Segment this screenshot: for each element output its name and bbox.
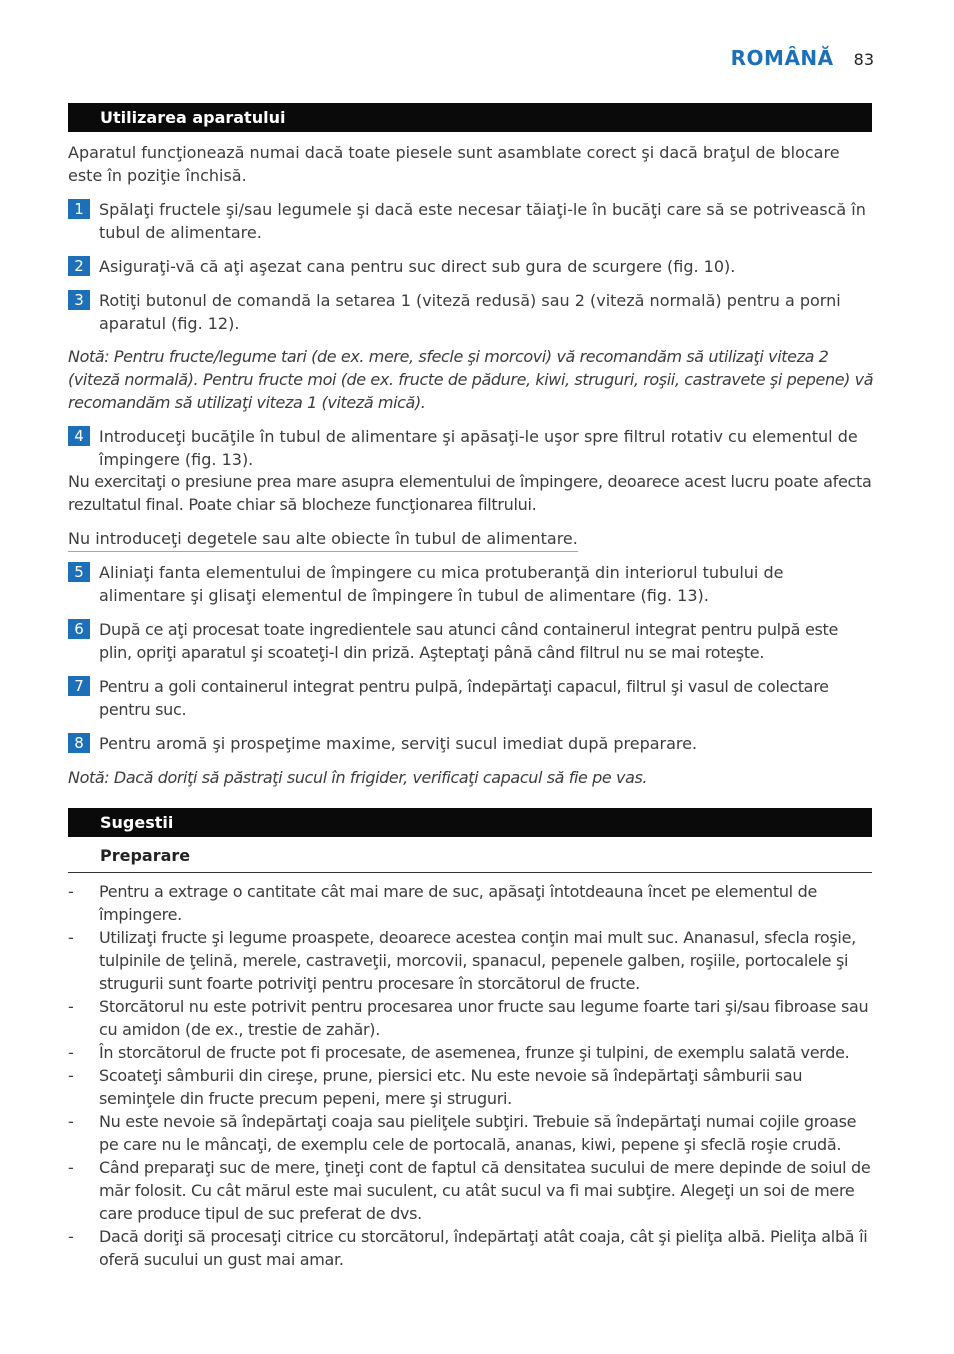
step-number: 8 [68, 733, 90, 753]
step-number: 5 [68, 562, 90, 582]
step-number: 1 [68, 199, 90, 219]
section-heading-usage [68, 103, 872, 132]
page-number: 83 [853, 50, 874, 69]
dash-bullet: - [68, 1043, 74, 1062]
dash-bullet: - [68, 928, 74, 947]
subheading-title: Preparare [100, 846, 191, 865]
list-item-text: Utilizaţi fructe şi legume proaspete, deoarece acestea conţin mai mult suc. Ananasul, sfecla roşie, tulpinile de ţelină, merele, castraveţii, morcovii, spanacul, pepenele galben, roşiile, portocalele şi strugurii sunt foarte potriviţi pentru procesare în storcătorul de fructe. [99, 928, 856, 993]
list-item [68, 1110, 874, 1156]
step-3 [68, 289, 874, 335]
step-7 [68, 675, 874, 721]
list-item-text: Pentru a extrage o cantitate cât mai mare de suc, apăsaţi întotdeauna încet pe elementul de împingere. [99, 882, 818, 924]
section-heading-suggestions [68, 808, 872, 837]
language-label: ROMÂNĂ [730, 46, 834, 70]
step-6 [68, 618, 874, 664]
step-number: 4 [68, 426, 90, 446]
subheading-preparation [68, 846, 872, 873]
list-item-text: Nu este nevoie să îndepărtaţi coaja sau pieliţele subţiri. Trebuie să îndepărtaţi numai cojile groase pe care nu le mâncaţi, de exemplu cele de portocală, ananas, kiwi, pepene şi sfeclă roşie crudă. [99, 1112, 857, 1154]
list-item [68, 1064, 874, 1110]
step-text: Rotiţi butonul de comandă la setarea 1 (viteză redusă) sau 2 (viteză normală) pentru a porni aparatul (fig. 12). [99, 291, 841, 333]
step-number: 2 [68, 256, 90, 276]
list-item [68, 1041, 874, 1064]
usage-intro: Aparatul funcţionează numai dacă toate piesele sunt asamblate corect şi dacă braţul de blocare este în poziţie închisă. [68, 143, 840, 185]
tips-list [68, 880, 874, 1271]
step-text: Introduceţi bucăţile în tubul de alimentare şi apăsaţi-le uşor spre filtrul rotativ cu elementul de împingere (fig. 13). [99, 427, 858, 469]
list-item-text: Când preparaţi suc de mere, ţineţi cont de faptul că densitatea sucului de mere depinde de soiul de măr folosit. Cu cât mărul este mai suculent, cu atât sucul va fi mai subţire. Alegeţi un soi de mere care produce tipul de suc preferat de dvs. [99, 1158, 871, 1223]
dash-bullet: - [68, 1158, 74, 1177]
pressure-caution: Nu exercitaţi o presiune prea mare asupra elementului de împingere, deoarece acest lucru poate afecta rezultatul final. Poate chiar să blocheze funcţionarea filtrului. [68, 472, 872, 514]
section-title-suggestions: Sugestii [100, 813, 174, 832]
step-text: Pentru aromă şi prospeţime maxime, serviţi sucul imediat după preparare. [99, 734, 698, 753]
list-item-text: Storcătorul nu este potrivit pentru procesarea unor fructe sau legume foarte tari şi/sau fibroase sau cu amidon (de ex., trestie de zahăr). [99, 997, 869, 1039]
dash-bullet: - [68, 1112, 74, 1131]
list-item [68, 995, 874, 1041]
step-text: Spălaţi fructele şi/sau legumele şi dacă este necesar tăiaţi-le în bucăţi care să se potrivească în tubul de alimentare. [99, 200, 866, 242]
section-title-usage: Utilizarea aparatului [100, 108, 286, 127]
dash-bullet: - [68, 997, 74, 1016]
step-text: Aliniaţi fanta elementului de împingere cu mica protuberanţă din interiorul tubului de alimentare şi glisaţi elementul de împingere în tubul de alimentare (fig. 13). [99, 563, 784, 605]
step-5 [68, 561, 874, 607]
step-4 [68, 425, 874, 471]
list-item [68, 926, 874, 995]
step-text: După ce aţi procesat toate ingredientele sau atunci când containerul integrat pentru pulpă este plin, opriţi aparatul şi scoateţi-l din priză. Aşteptaţi până când filtrul nu se mai roteşte. [99, 620, 839, 662]
page-header [731, 46, 874, 70]
list-item-text: Dacă doriţi să procesaţi citrice cu storcătorul, îndepărtaţi atât coaja, cât şi pieliţa albă. Pieliţa albă îi oferă sucului un gust mai amar. [99, 1227, 868, 1269]
warning-text: Nu introduceţi degetele sau alte obiecte în tubul de alimentare. [68, 527, 578, 552]
step-1 [68, 198, 874, 244]
dash-bullet: - [68, 1066, 74, 1085]
dash-bullet: - [68, 1227, 74, 1246]
step-text: Pentru a goli containerul integrat pentru pulpă, îndepărtaţi capacul, filtrul şi vasul de colectare pentru suc. [99, 677, 829, 719]
step-8 [68, 732, 874, 755]
step-text: Asiguraţi-vă că aţi aşezat cana pentru suc direct sub gura de scurgere (fig. 10). [99, 257, 736, 276]
list-item [68, 1225, 874, 1271]
step-number: 3 [68, 290, 90, 310]
step-number: 7 [68, 676, 90, 696]
step-number: 6 [68, 619, 90, 639]
note-speed: Notă: Pentru fructe/legume tari (de ex. mere, sfecle şi morcovi) vă recomandăm să utilizaţi viteza 2 (viteză normală). Pentru fructe moi (de ex. fructe de pădure, kiwi, struguri, roşii, castravete şi pepene) vă recomandăm să utilizaţi viteza 1 (viteză mică). [68, 347, 874, 412]
step-2 [68, 255, 874, 278]
list-item [68, 880, 874, 926]
list-item [68, 1156, 874, 1225]
list-item-text: În storcătorul de fructe pot fi procesate, de asemenea, frunze şi tulpini, de exemplu salată verde. [99, 1043, 850, 1062]
list-item-text: Scoateţi sâmburii din cireşe, prune, piersici etc. Nu este nevoie să îndepărtaţi sâmburii sau seminţele din fructe precum pepeni, mere şi struguri. [99, 1066, 803, 1108]
note-storage: Notă: Dacă doriţi să păstraţi sucul în frigider, verificaţi capacul să fie pe vas. [68, 768, 648, 787]
dash-bullet: - [68, 882, 74, 901]
